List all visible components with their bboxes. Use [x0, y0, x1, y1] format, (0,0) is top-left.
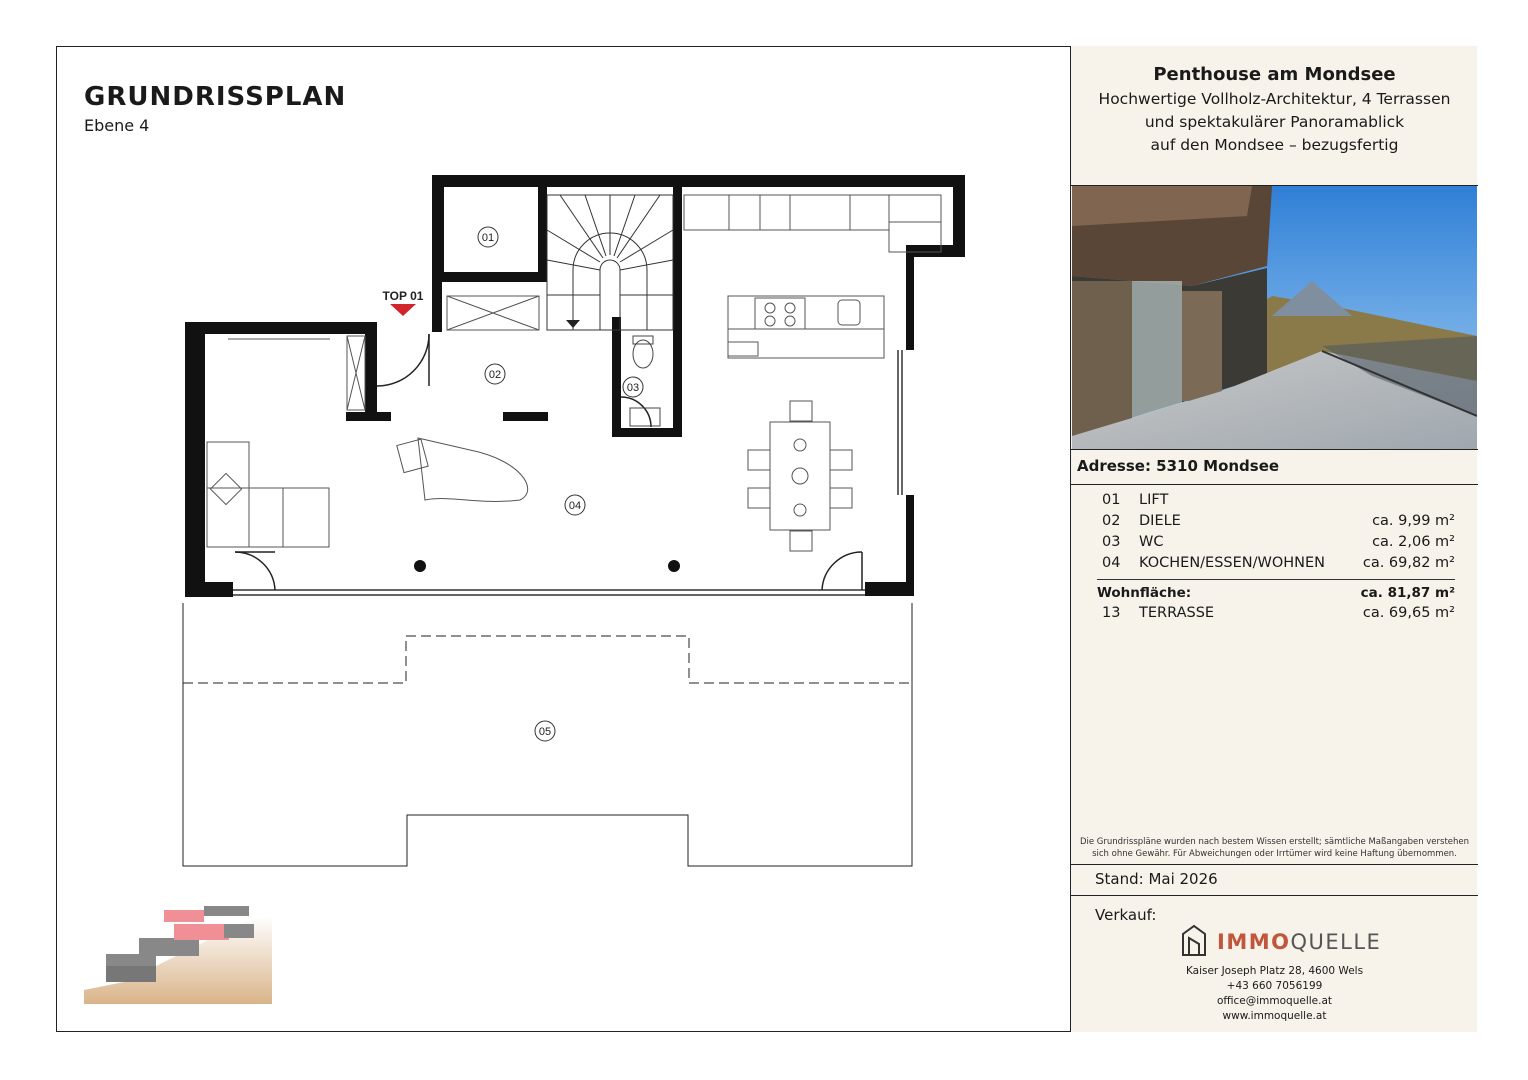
room-number-04: 04	[568, 500, 582, 512]
description-line: und spektakulärer Panoramablick	[1144, 113, 1405, 131]
room-number-03: 03	[626, 382, 640, 394]
info-panel	[1070, 46, 1477, 1032]
house-logo-icon	[1181, 924, 1207, 956]
property-title: Penthouse am Mondsee	[1153, 64, 1396, 85]
divider	[1071, 449, 1478, 450]
room-row	[1097, 492, 1455, 512]
divider	[1071, 864, 1478, 865]
total-area: ca. 81,87 m²	[1360, 585, 1455, 601]
entrance-label: TOP 01	[382, 289, 424, 303]
room-number: 01	[1102, 492, 1121, 508]
description-line: Hochwertige Vollholz-Architektur, 4 Terrassen	[1098, 90, 1451, 108]
room-name: TERRASSE	[1139, 605, 1215, 621]
room-row	[1097, 513, 1455, 533]
building-section-thumbnail	[84, 902, 272, 1004]
room-number: 13	[1102, 605, 1121, 621]
room-row	[1097, 534, 1455, 554]
room-number: 03	[1102, 534, 1121, 550]
room-name: LIFT	[1139, 492, 1169, 508]
terrace-photo	[1072, 186, 1477, 449]
plan-title: GRUNDRISSPLAN	[84, 82, 347, 112]
room-number: 04	[1102, 555, 1121, 571]
contact-address: Kaiser Joseph Platz 28, 4600 Wels	[1185, 965, 1364, 977]
brand-part-1: IMMO	[1217, 930, 1291, 954]
brand-part-2: QUELLE	[1290, 930, 1382, 954]
entrance-marker-icon	[390, 304, 416, 316]
room-number-01: 01	[481, 232, 495, 244]
total-label: Wohnfläche:	[1097, 585, 1192, 601]
property-description	[1071, 88, 1478, 157]
divider	[1097, 579, 1455, 580]
divider	[1071, 484, 1478, 485]
contact-email[interactable]: office@immoquelle.at	[1216, 995, 1333, 1007]
description-line: auf den Mondsee – bezugsfertig	[1150, 136, 1399, 154]
room-name: DIELE	[1139, 513, 1181, 529]
room-name: WC	[1139, 534, 1164, 550]
room-name: KOCHEN/ESSEN/WOHNEN	[1139, 555, 1326, 571]
contact-website[interactable]: www.immoquelle.at	[1222, 1010, 1327, 1022]
room-number: 02	[1102, 513, 1121, 529]
contact-phone[interactable]: +43 660 7056199	[1226, 980, 1323, 992]
room-area: ca. 69,82 m²	[1362, 555, 1455, 571]
divider	[1071, 895, 1478, 896]
room-area: ca. 9,99 m²	[1372, 513, 1455, 529]
disclaimer: Die Grundrisspläne wurden nach bestem Wissen erstellt; sämtliche Maßangaben verstehen sich ohne Gewähr. Für Abweichungen oder Irrtümer wird keine Haftung übernommen.	[1079, 837, 1470, 859]
room-number-05: 05	[538, 726, 552, 738]
room-area: ca. 69,65 m²	[1362, 605, 1455, 621]
total-row	[1097, 585, 1455, 605]
room-row	[1097, 555, 1455, 575]
contact-block	[1071, 964, 1478, 1024]
address: Adresse: 5310 Mondsee	[1077, 457, 1280, 475]
status-date: Stand: Mai 2026	[1095, 870, 1218, 888]
terrace-roof-dashed	[183, 636, 912, 683]
plan-level: Ebene 4	[84, 116, 150, 135]
sales-label: Verkauf:	[1095, 906, 1157, 924]
room-number-02: 02	[488, 369, 502, 381]
room-area: ca. 2,06 m²	[1372, 534, 1455, 550]
room-row	[1097, 605, 1455, 625]
